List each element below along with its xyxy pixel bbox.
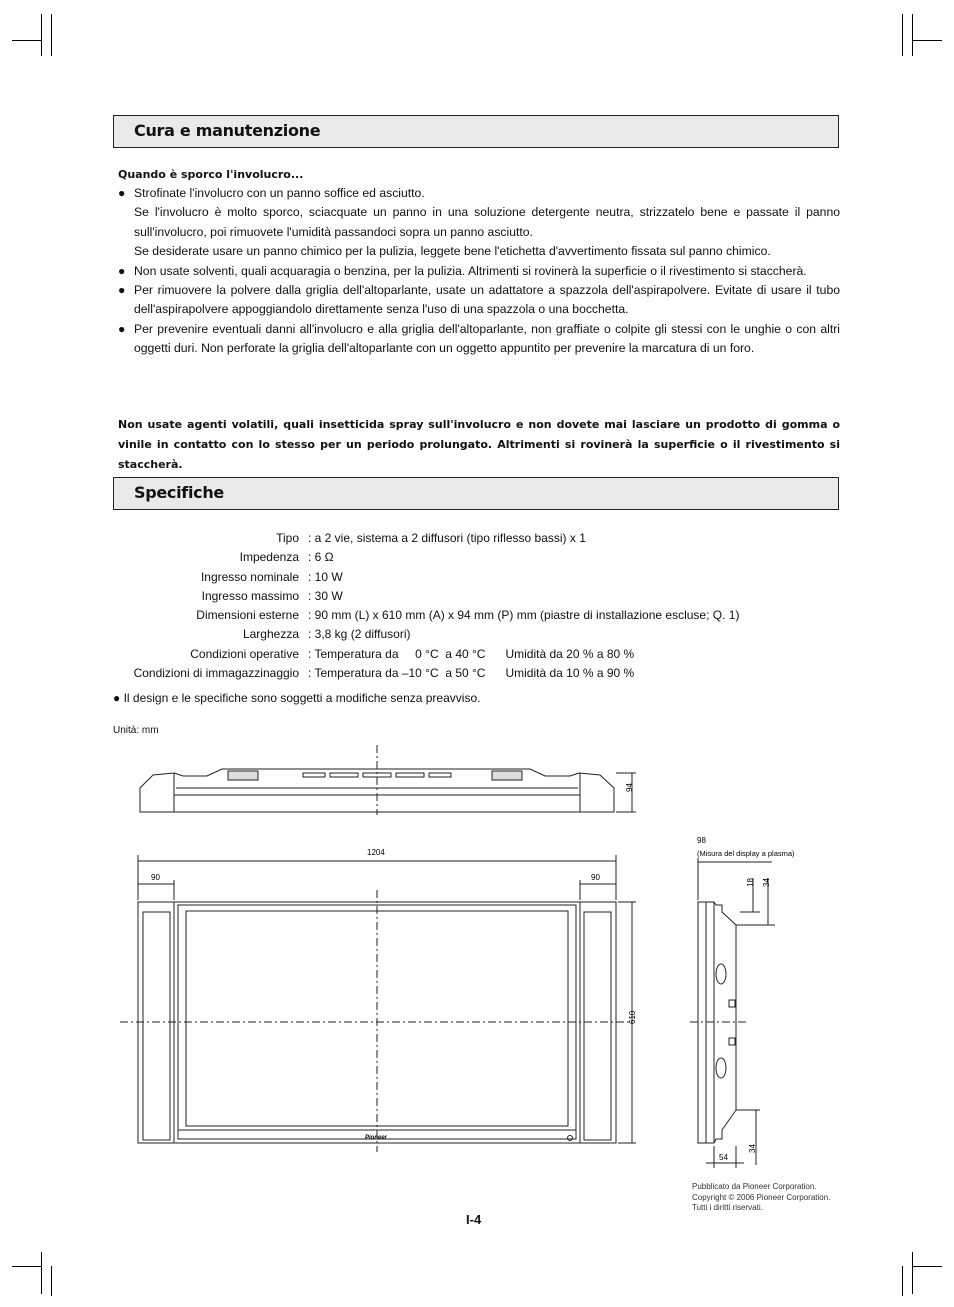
list-item: ● Strofinate l'involucro con un panno soffice ed asciutto. Se l'involucro è molto sporco, sciacquate un panno in una soluzione detergente neutra, strizzatelo bene e passate il panno sull'involucro, poi rimuovete l'umidità passandoci sopra un panno asciutto. Se desiderate usare un panno chimico per la pulizia, leggete bene l'etichetta d'avvertimento fissata sul panno chimico. — [118, 186, 840, 259]
bullet-icon: ● — [118, 321, 126, 336]
unit-label: Unità: mm — [113, 725, 159, 736]
spec-value: : 30 W — [308, 588, 343, 603]
spec-value: : 6 Ω — [308, 550, 334, 565]
page-number: I-4 — [466, 1212, 482, 1227]
spec-value: : 3,8 kg (2 diffusori) — [308, 627, 411, 642]
spec-value: : 10 W — [308, 569, 343, 584]
spec-value: : Temperatura da –10 °C a 50 °C Umidità da 10 % a 90 % — [308, 666, 635, 681]
list-item: ● Per prevenire eventuali danni all'involucro e alla griglia dell'altoparlante, non graffiate o colpite gli stessi con le unghie o con altri oggetti duri. Non perforate la griglia dell'altoparlante con un oggetto appuntito per prevenire la marcatura di un foro. — [118, 321, 840, 356]
spec-label: Condizioni operative — [190, 646, 299, 661]
dim-label: 90 — [591, 873, 600, 882]
pioneer-logo: Pioneer — [365, 1135, 388, 1141]
spec-label: Larghezza — [242, 627, 299, 642]
spec-label: Condizioni di immagazzinaggio — [133, 666, 299, 681]
dim-label: 54 — [719, 1153, 728, 1162]
dim-label: 18 — [746, 878, 755, 887]
spec-value: : Temperatura da 0 °C a 40 °C Umidità da 20 % a 80 % — [308, 646, 635, 661]
dim-label: 610 — [628, 1010, 637, 1024]
bullet-icon: ● — [118, 186, 126, 200]
spec-label: Impedenza — [239, 550, 299, 565]
bullet-icon: ● — [118, 283, 126, 298]
spec-label: Ingresso massimo — [201, 588, 299, 603]
spec-label: Ingresso nominale — [200, 569, 299, 584]
list-item: ● Non usate solventi, quali acquaragia o benzina, per la pulizia. Altrimenti si rovinerà la superficie o il rivestimento si staccherà. — [118, 262, 840, 281]
spec-label: Tipo — [276, 531, 299, 545]
dim-label: 1204 — [367, 848, 385, 857]
spec-value: : a 2 vie, sistema a 2 diffusori (tipo riflesso bassi) x 1 — [308, 531, 586, 545]
section-title: Cura e manutenzione — [134, 121, 321, 140]
dim-label: (Misura del display a plasma) — [697, 849, 795, 858]
subheading: Quando è sporco l'involucro... — [118, 168, 304, 181]
dim-label: 34 — [762, 878, 771, 887]
spec-label: Dimensioni esterne — [196, 608, 299, 623]
dim-label: 90 — [151, 873, 160, 882]
bullet-icon: ● — [118, 263, 126, 278]
list-item: ● Per rimuovere la polvere dalla griglia dell'altoparlante, usate un adattatore a spazzola dell'aspirapolvere. Evitate di usare il tubo dell'aspirapolvere appoggiandolo direttamente senza l'uso di una spazzola o una bocchetta. — [118, 283, 840, 317]
spec-value: : 90 mm (L) x 610 mm (A) x 94 mm (P) mm (piastre di installazione escluse; Q. 1) — [308, 608, 740, 623]
section-title: Specifiche — [134, 483, 224, 502]
dim-label: 94 — [625, 783, 634, 792]
spec-note: ● Il design e le specifiche sono soggetti a modifiche senza preavviso. — [113, 691, 481, 705]
dim-label: 98 — [697, 836, 706, 845]
dim-label: 34 — [748, 1144, 757, 1153]
publisher-info: Pubblicato da Pioneer Corporation. Copyright © 2006 Pioneer Corporation. Tutti i diritti riservati. — [692, 1182, 831, 1212]
warning-text: Non usate agenti volatili, quali insetticida spray sull'involucro e non dovete mai lasciare un prodotto di gomma o vinile in contatto con lo stesso per un periodo prolungato. Altrimenti si rovinerà la superficie o il rivestimento si staccherà. — [118, 418, 840, 471]
